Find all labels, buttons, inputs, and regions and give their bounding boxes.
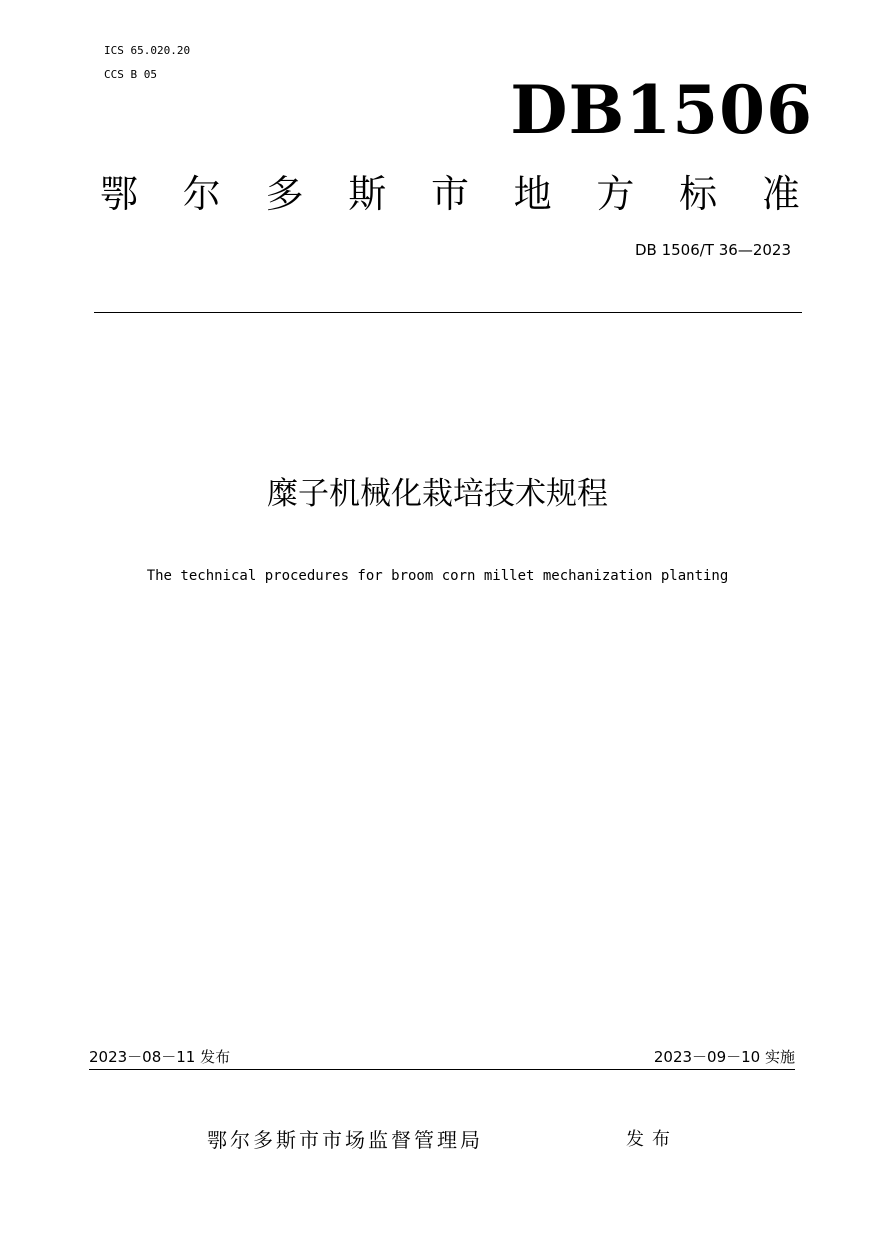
document-title-en: The technical procedures for broom corn millet mechanization planting <box>146 568 729 584</box>
footer-divider <box>89 1069 795 1070</box>
publish-label: 发布 <box>626 1129 678 1150</box>
standard-code-logo: DB1506 <box>510 71 813 149</box>
standard-type-title <box>100 168 800 220</box>
standard-type-char: 准 <box>761 172 800 216</box>
standard-type-char: 尔 <box>182 172 221 216</box>
standard-type-char: 多 <box>265 172 304 216</box>
publisher-name: 鄂尔多斯市市场监督管理局 <box>207 1128 483 1152</box>
standard-type-char: 鄂 <box>100 172 139 216</box>
issue-date: 2023－08－11 发布 <box>89 1048 231 1066</box>
document-title-cn: 糜子机械化栽培技术规程 <box>267 476 608 512</box>
standard-type-char: 标 <box>679 172 718 216</box>
ccs-code: CCS B 05 <box>104 68 157 81</box>
standard-type-char: 方 <box>596 172 635 216</box>
standard-type-char: 地 <box>513 172 552 216</box>
header-divider <box>94 312 802 313</box>
standard-type-char: 斯 <box>348 172 387 216</box>
ics-code: ICS 65.020.20 <box>104 44 191 57</box>
standard-type-char: 市 <box>430 172 469 216</box>
implementation-date: 2023－09－10 实施 <box>653 1048 795 1066</box>
standard-number: DB 1506/T 36—2023 <box>634 241 791 259</box>
